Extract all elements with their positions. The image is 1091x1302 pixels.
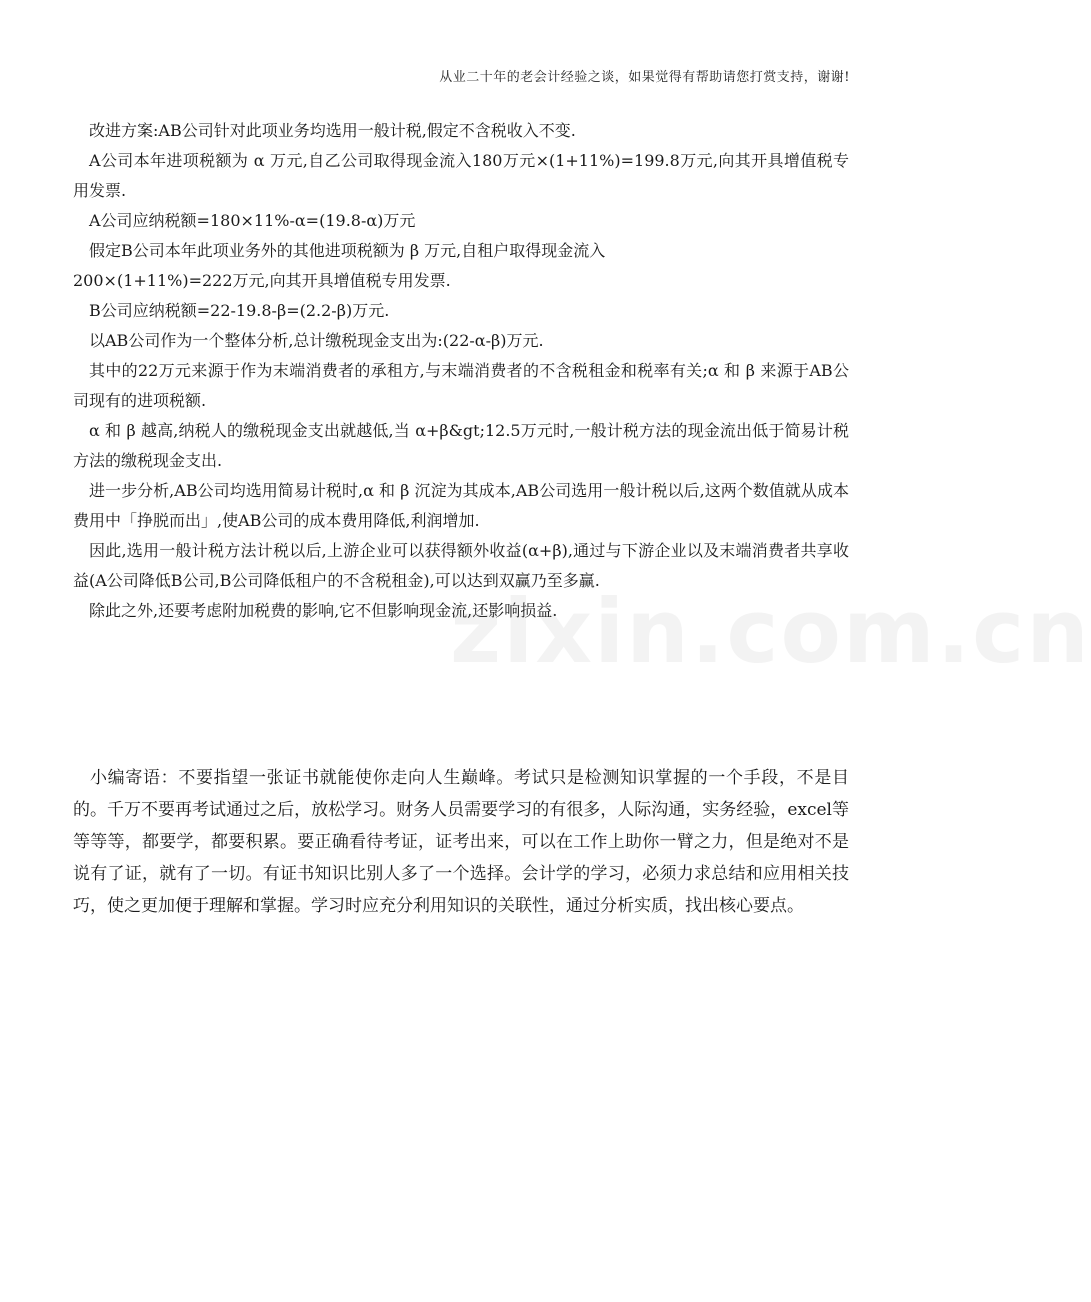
paragraph-company-b-input-tax-continued: 200×(1+11%)=222万元,向其开具增值税专用发票.	[73, 271, 451, 290]
article-body	[73, 116, 849, 626]
paragraph-threshold: α 和 β 越高,纳税人的缴税现金支出就越低,当 α+β&gt;12.5万元时,一般计税方法的现金流出低于简易计税方法的缴税现金支出.	[73, 421, 849, 470]
paragraph-company-a-tax-payable: A公司应纳税额=180×11%-α=(19.8-α)万元	[89, 211, 416, 230]
paragraph-improvement-plan: 改进方案:AB公司针对此项业务均选用一般计税,假定不含税收入不变.	[89, 121, 576, 140]
editor-message: 小编寄语：不要指望一张证书就能使你走向人生巅峰。考试只是检测知识掌握的一个手段，不是目的。千万不要再考试通过之后，放松学习。财务人员需要学习的有很多，人际沟通，实务经验，excel等等等等，都要学，都要积累。要正确看待考证，证考出来，可以在工作上助你一臂之力，但是绝对不是说有了证，就有了一切。有证书知识比别人多了一个选择。会计学的学习，必须力求总结和应用相关技巧，使之更加便于理解和掌握。学习时应充分利用知识的关联性，通过分析实质，找出核心要点。	[73, 768, 849, 916]
paragraph-additional-taxes: 除此之外,还要考虑附加税费的影响,它不但影响现金流,还影响损益.	[89, 601, 558, 620]
paragraph-conclusion: 因此,选用一般计税方法计税以后,上游企业可以获得额外收益(α+β),通过与下游企业以及末端消费者共享收益(A公司降低B公司,B公司降低租户的不含税租金),可以达到双赢乃至多赢.	[73, 541, 849, 590]
header-note: 从业二十年的老会计经验之谈，如果觉得有帮助请您打赏支持，谢谢!	[439, 70, 850, 85]
paragraph-source-analysis: 其中的22万元来源于作为末端消费者的承租方,与末端消费者的不含税租金和税率有关;α 和 β 来源于AB公司现有的进项税额.	[73, 361, 849, 410]
paragraph-company-b-input-tax: 假定B公司本年此项业务外的其他进项税额为 β 万元,自租户取得现金流入	[89, 241, 606, 260]
paragraph-company-b-tax-payable: B公司应纳税额=22-19.8-β=(2.2-β)万元.	[89, 301, 390, 320]
paragraph-overall-analysis: 以AB公司作为一个整体分析,总计缴税现金支出为:(22-α-β)万元.	[89, 331, 544, 350]
paragraph-company-a-input-tax: A公司本年进项税额为 α 万元,自乙公司取得现金流入180万元×(1+11%)=199.8万元,向其开具增值税专用发票.	[73, 151, 849, 200]
closing-remarks	[73, 762, 849, 922]
paragraph-further-analysis: 进一步分析,AB公司均选用简易计税时,α 和 β 沉淀为其成本,AB公司选用一般计税以后,这两个数值就从成本费用中「挣脱而出」,使AB公司的成本费用降低,利润增加.	[73, 481, 849, 530]
watermark: zixin.com.cn	[450, 580, 1091, 683]
